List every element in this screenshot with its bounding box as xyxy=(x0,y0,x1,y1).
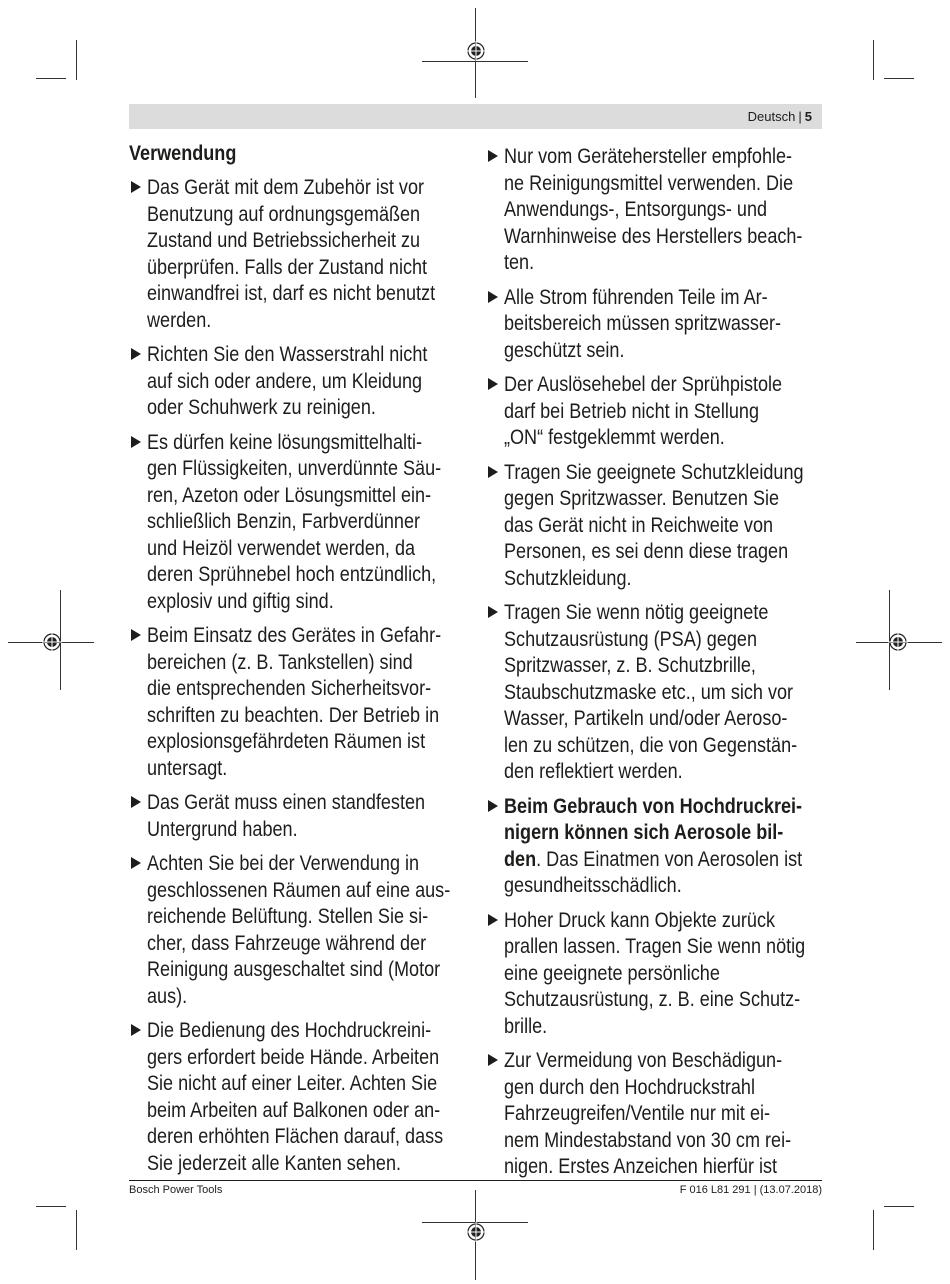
text-line: schließlich Benzin, Farbverdünner xyxy=(147,510,421,533)
text-line xyxy=(504,847,824,874)
item-text xyxy=(147,1018,467,1177)
header-language: Deutsch xyxy=(747,109,796,124)
item-text xyxy=(147,623,467,782)
bullet-icon xyxy=(131,436,141,448)
list-item xyxy=(129,790,529,843)
text-line: gegen Spritzwasser. Benutzen Sie xyxy=(504,487,780,510)
item-text xyxy=(504,600,824,786)
text-line: auf sich oder andere, um Kleidung xyxy=(147,369,423,393)
list-item xyxy=(486,908,886,1041)
list-item xyxy=(129,342,529,422)
text-line: aus). xyxy=(147,984,188,1008)
left-column xyxy=(129,175,529,1185)
bullet-icon xyxy=(131,857,141,869)
text-line: bereichen (z. B. Tankstellen) sind xyxy=(147,650,413,674)
item-text xyxy=(504,144,824,277)
text-line: Alle Strom führenden Teile im Ar- xyxy=(504,285,768,309)
text-line: und Heizöl verwendet werden, da xyxy=(147,536,416,560)
registration-target-icon xyxy=(42,632,62,652)
text-line: Anwendungs-, Entsorgungs- und xyxy=(504,198,768,221)
bullet-icon xyxy=(488,606,498,618)
item-text xyxy=(504,372,824,452)
text-line: Das Gerät mit dem Zubehör ist vor xyxy=(147,176,425,199)
text-line: Schutzausrüstung, z. B. eine Schutz- xyxy=(504,988,801,1011)
text-line: Nur vom Gerätehersteller empfohle- xyxy=(504,145,793,168)
page-number: 5 xyxy=(804,109,812,124)
header-text xyxy=(748,109,812,124)
list-item xyxy=(129,175,529,334)
item-text xyxy=(504,1048,824,1181)
text-line: Richten Sie den Wasserstrahl nicht xyxy=(147,343,428,366)
footer-brand: Bosch Power Tools xyxy=(129,1184,223,1196)
registration-target-icon xyxy=(888,632,908,652)
bullet-icon xyxy=(488,914,498,926)
item-text xyxy=(147,342,467,422)
crop-mark xyxy=(873,40,874,80)
list-item xyxy=(129,623,529,782)
list-item xyxy=(486,372,886,452)
item-text xyxy=(147,851,467,1010)
text-line: Untergrund haben. xyxy=(147,817,298,841)
text-line: den reflektiert werden. xyxy=(504,760,683,783)
item-text xyxy=(147,175,467,334)
text-line: gers erfordert beide Hände. Arbeiten xyxy=(147,1045,440,1069)
text-line: die entsprechenden Sicherheitsvor- xyxy=(147,677,432,700)
text-line: Beim Einsatz des Gerätes in Gefahr- xyxy=(147,624,442,647)
bullet-icon xyxy=(488,466,498,478)
text-line: Der Auslösehebel der Sprühpistole xyxy=(504,373,783,396)
list-item-warning xyxy=(486,794,886,900)
text-line: Sie jederzeit alle Kanten sehen. xyxy=(147,1151,402,1175)
text-line: Personen, es sei denn diese tragen xyxy=(504,540,789,563)
text-line: Die Bedienung des Hochdruckreini- xyxy=(147,1019,432,1042)
text-line-bold xyxy=(504,794,824,821)
text-line: explosionsgefährdeten Räumen ist xyxy=(147,730,426,753)
regular-text: . Das Einatmen von Aerosolen ist xyxy=(536,847,803,871)
text-line: Zustand und Betriebssicherheit zu xyxy=(147,229,421,252)
text-line: ne Reinigungsmittel verwenden. Die xyxy=(504,171,794,195)
text-line: Achten Sie bei der Verwendung in xyxy=(147,852,420,875)
text-line: Benutzung auf ordnungsgemäßen xyxy=(147,202,421,226)
bullet-icon xyxy=(131,1024,141,1036)
registration-target-icon xyxy=(466,41,486,61)
item-text xyxy=(504,460,824,593)
text-line: „ON“ festgeklemmt werden. xyxy=(504,426,725,449)
crop-mark xyxy=(36,78,66,79)
bullet-icon xyxy=(488,291,498,303)
list-item xyxy=(486,460,886,593)
text-line: Das Gerät muss einen standfesten xyxy=(147,791,426,814)
page-header xyxy=(129,104,822,129)
text-line: geschlossenen Räumen auf eine aus- xyxy=(147,878,451,902)
list-item xyxy=(486,285,886,365)
bullet-icon xyxy=(488,150,498,162)
text-line: cher, dass Fahrzeuge während der xyxy=(147,931,427,955)
text-line: oder Schuhwerk zu reinigen. xyxy=(147,396,376,419)
bullet-icon xyxy=(131,181,141,193)
text-line: explosiv und giftig sind. xyxy=(147,589,334,613)
footer-document-id: F 016 L81 291 | (13.07.2018) xyxy=(679,1184,822,1196)
text-line-bold xyxy=(504,820,824,847)
text-line: Reinigung ausgeschaltet sind (Motor xyxy=(147,958,441,981)
text-line: Hoher Druck kann Objekte zurück xyxy=(504,908,776,932)
text-line: Warnhinweise des Herstellers beach- xyxy=(504,224,803,248)
text-line: ren, Azeton oder Lösungsmittel ein- xyxy=(147,483,432,507)
text-line: beim Arbeiten auf Balkonen oder an- xyxy=(147,1098,441,1122)
list-item xyxy=(486,1048,886,1181)
item-text xyxy=(147,790,467,843)
list-item xyxy=(129,851,529,1010)
crop-mark xyxy=(76,40,77,80)
list-item xyxy=(486,144,886,277)
text-line: untersagt. xyxy=(147,756,228,780)
right-column xyxy=(486,144,886,1189)
crop-mark xyxy=(76,1210,77,1250)
text-line: deren erhöhten Flächen darauf, dass xyxy=(147,1125,444,1148)
list-item xyxy=(129,430,529,616)
crop-mark xyxy=(884,1206,914,1207)
text-line: darf bei Betrieb nicht in Stellung xyxy=(504,399,760,423)
text-line: geschützt sein. xyxy=(504,338,625,362)
text-line: Tragen Sie geeignete Schutzkleidung xyxy=(504,460,804,484)
text-line: beitsbereich müssen spritzwasser- xyxy=(504,312,782,335)
bold-text: den xyxy=(504,847,537,871)
text-line: gesundheitsschädlich. xyxy=(504,874,682,897)
text-line: Schutzausrüstung (PSA) gegen xyxy=(504,627,758,651)
item-text xyxy=(504,285,824,365)
list-item xyxy=(129,1018,529,1177)
footer-rule xyxy=(129,1180,822,1181)
item-text xyxy=(504,908,824,1041)
text-line: einwandfrei ist, darf es nicht benutzt xyxy=(147,282,436,305)
text-line: Tragen Sie wenn nötig geeignete xyxy=(504,601,769,624)
header-separator: | xyxy=(798,109,802,124)
list-item xyxy=(486,600,886,786)
text-line: deren Sprühnebel hoch entzündlich, xyxy=(147,563,437,586)
bullet-icon xyxy=(488,378,498,390)
text-line: ten. xyxy=(504,251,535,274)
bullet-icon xyxy=(131,629,141,641)
crop-mark xyxy=(36,1206,66,1207)
crop-mark xyxy=(884,78,914,79)
text-line: len zu schützen, die von Gegenstän- xyxy=(504,733,798,757)
text-line: Spritzwasser, z. B. Schutzbrille, xyxy=(504,654,756,677)
text-line: brille. xyxy=(504,1014,548,1038)
bold-text: Beim Gebrauch von Hochdruckrei- xyxy=(504,794,803,818)
text-line: Es dürfen keine lösungsmittelhalti- xyxy=(147,430,423,454)
text-line: prallen lassen. Tragen Sie wenn nötig xyxy=(504,935,806,958)
bullet-icon xyxy=(488,1054,498,1066)
bold-text: nigern können sich Aerosole bil- xyxy=(504,821,784,844)
text-line: schriften zu beachten. Der Betrieb in xyxy=(147,703,440,727)
text-line: Schutzkleidung. xyxy=(504,566,632,590)
text-line: werden. xyxy=(147,308,212,332)
text-line: nem Mindestabstand von 30 cm rei- xyxy=(504,1128,792,1152)
item-text xyxy=(147,430,467,616)
text-line: überprüfen. Falls der Zustand nicht xyxy=(147,255,428,279)
text-line: Staubschutzmaske etc., um sich vor xyxy=(504,680,794,704)
crop-mark xyxy=(873,1210,874,1250)
text-line: Wasser, Partikeln und/oder Aeroso- xyxy=(504,707,788,730)
text-line: das Gerät nicht in Reichweite von xyxy=(504,513,774,537)
item-text xyxy=(504,794,824,900)
text-line: gen durch den Hochdruckstrahl xyxy=(504,1075,755,1099)
bullet-icon xyxy=(131,796,141,808)
bullet-icon xyxy=(131,348,141,360)
text-line: nigen. Erstes Anzeichen hierfür ist xyxy=(504,1155,778,1178)
text-line: Sie nicht auf einer Leiter. Achten Sie xyxy=(147,1072,438,1095)
registration-target-icon xyxy=(466,1222,486,1242)
bullet-icon xyxy=(488,800,498,812)
text-line: reichende Belüftung. Stellen Sie si- xyxy=(147,905,429,928)
text-line: gen Flüssigkeiten, unverdünnte Säu- xyxy=(147,457,442,480)
text-line: eine geeignete persönliche xyxy=(504,961,720,985)
text-line: Fahrzeugreifen/Ventile nur mit ei- xyxy=(504,1102,771,1125)
section-title: Verwendung xyxy=(129,142,237,165)
text-line: Zur Vermeidung von Beschädigun- xyxy=(504,1049,783,1072)
